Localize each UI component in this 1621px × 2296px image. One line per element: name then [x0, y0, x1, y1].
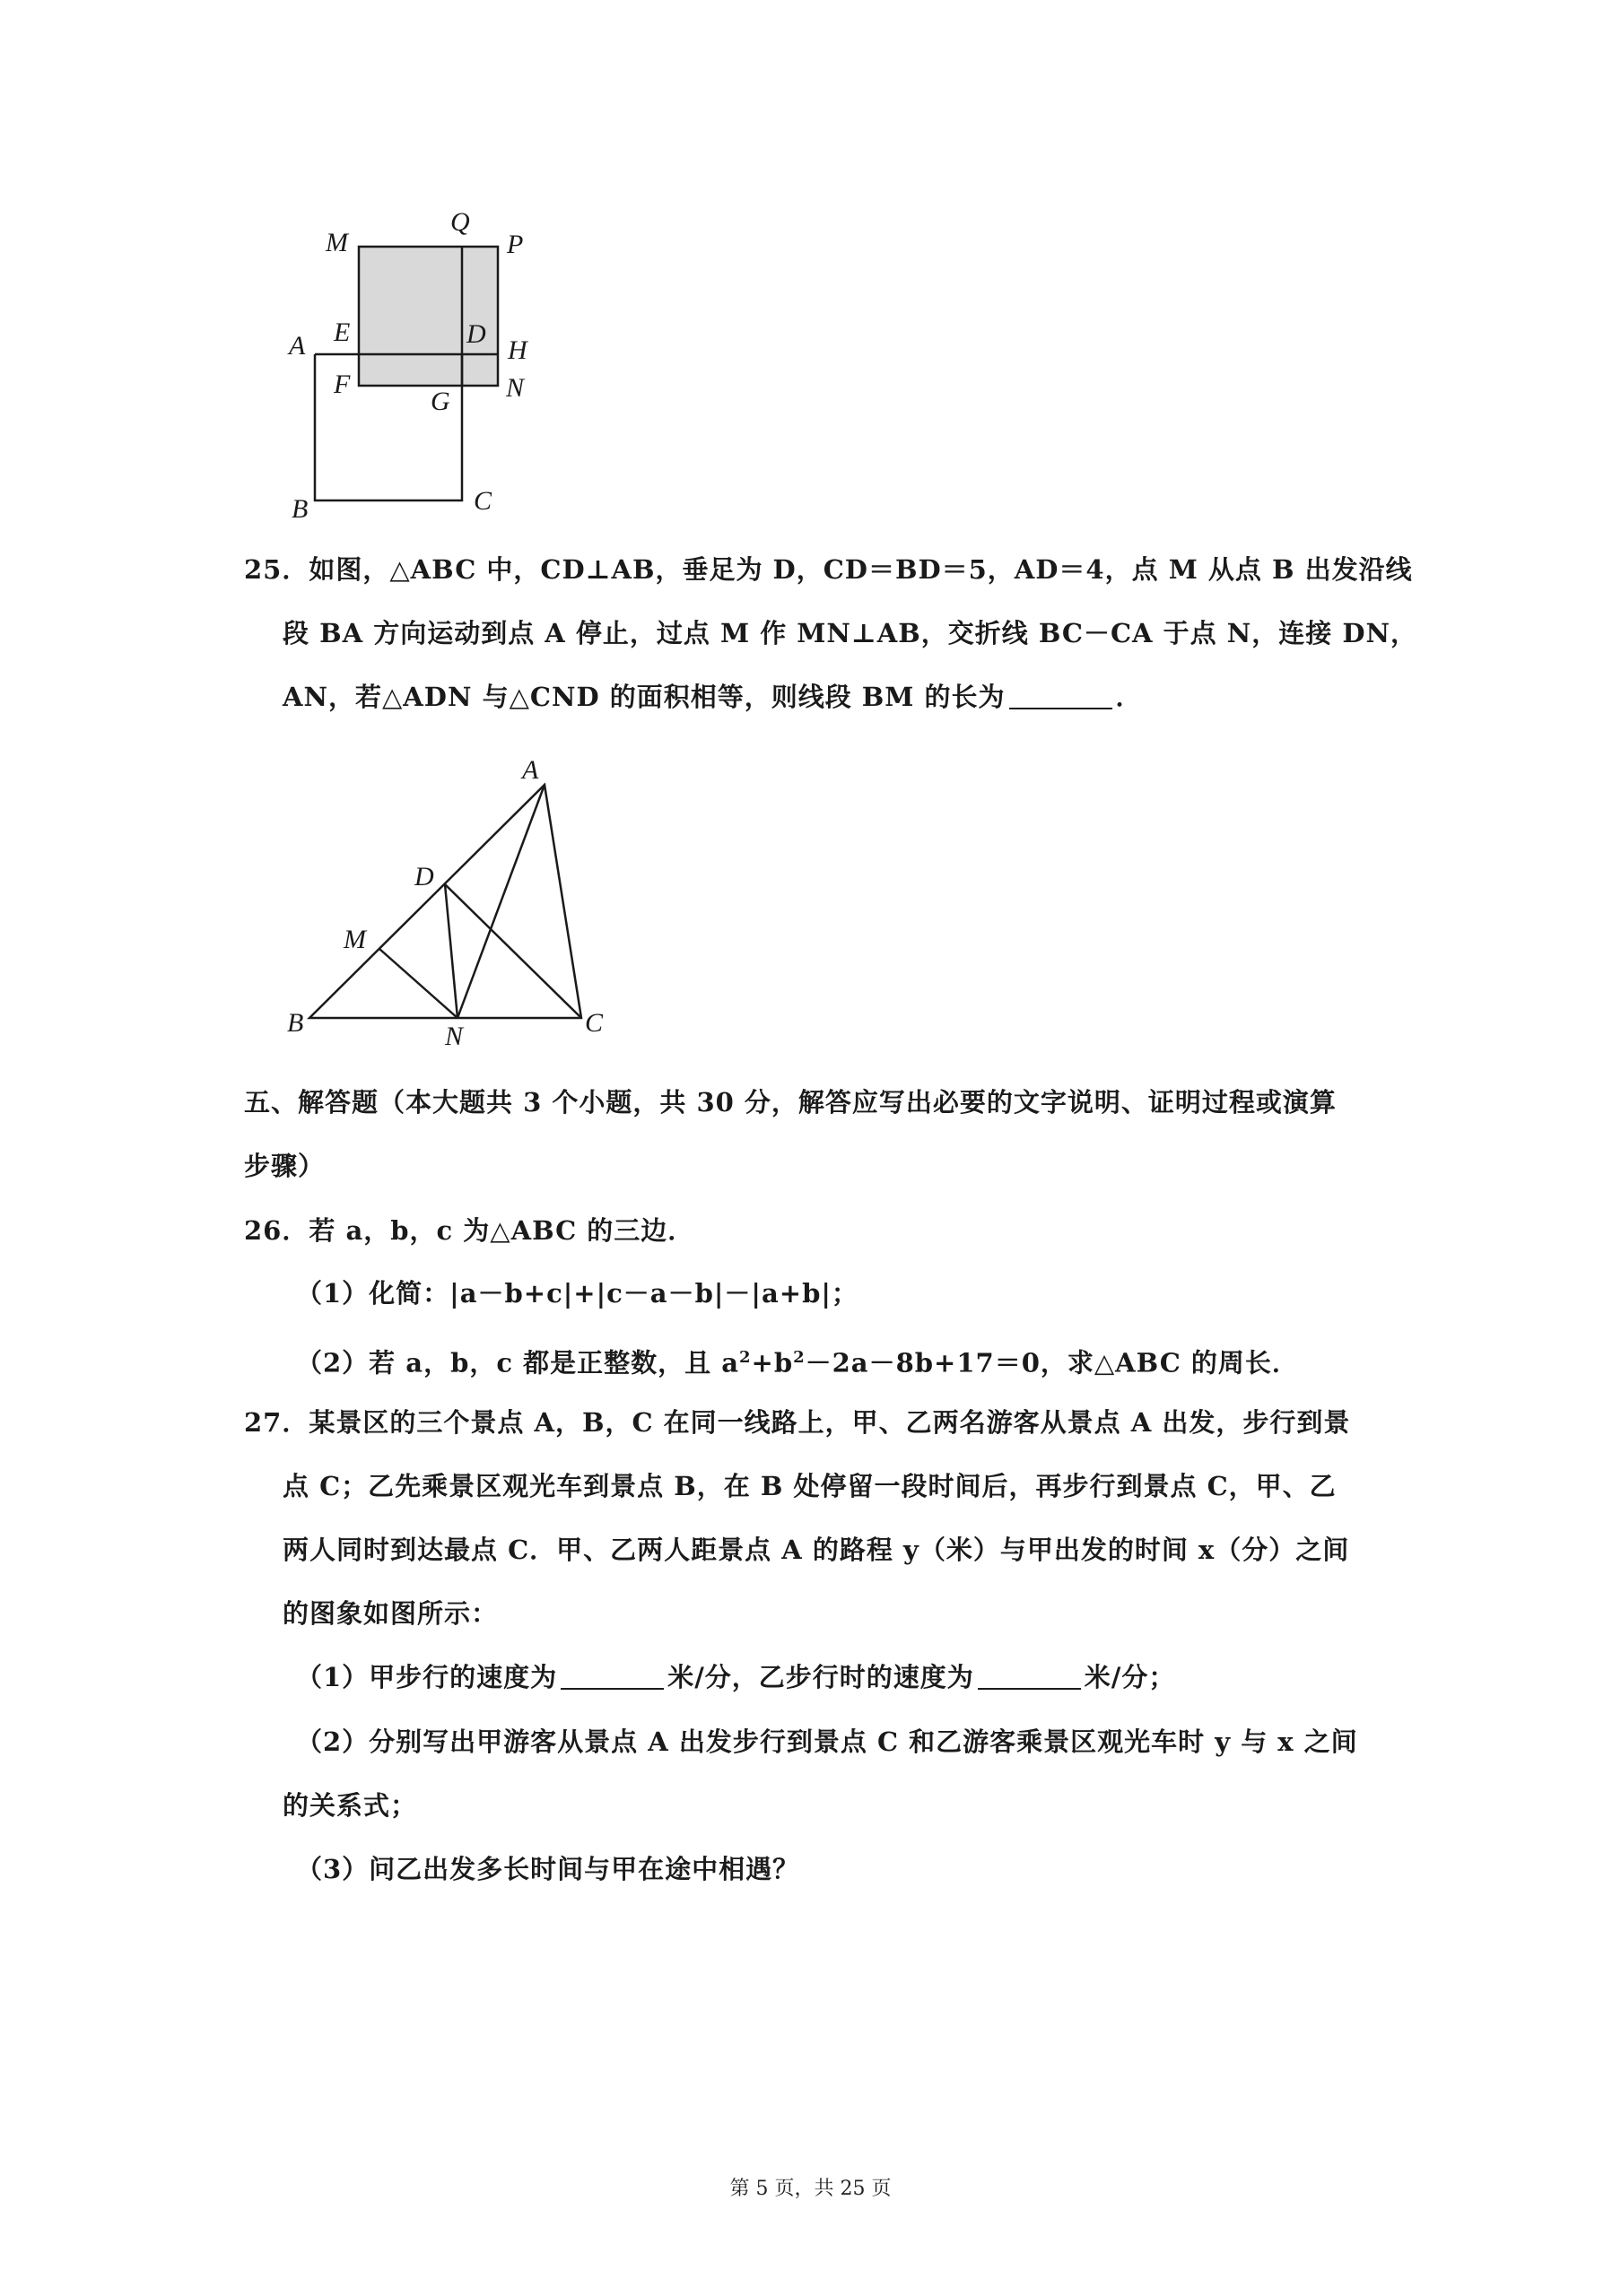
triangle-abc [309, 785, 581, 1018]
square-mnpq [359, 247, 498, 386]
q25-line1: 25．如图，△ABC 中，CD⊥AB，垂足为 D，CD＝BD＝5，AD＝4，点 M 从点 B 出发沿线 [244, 554, 1413, 585]
figure-squares [278, 202, 565, 537]
answer-blank-speed-jia[interactable] [561, 1663, 664, 1690]
q27-part1-a: （1）甲步行的速度为 [296, 1662, 558, 1692]
q26-part2-c: －2a－8b+17＝0，求△ABC 的周长． [805, 1347, 1299, 1378]
label-N: N [445, 1022, 464, 1051]
q26-part1: （1）化简：|a－b+c|+|c－a－b|－|a+b|； [296, 1278, 858, 1309]
q27-part3: （3）问乙出发多长时间与甲在途中相遇？ [296, 1854, 800, 1884]
label-H: H [508, 335, 527, 365]
superscript: 2 [793, 1348, 806, 1367]
figure-triangle [278, 749, 619, 1057]
label-M: M [326, 228, 348, 257]
answer-blank-speed-yi[interactable] [978, 1663, 1081, 1690]
q25-line3-end: ． [1115, 682, 1143, 712]
label-E: E [334, 317, 351, 347]
label-A: A [289, 331, 306, 361]
label-C: C [585, 1008, 604, 1038]
answer-blank[interactable] [1009, 683, 1112, 709]
q27-part2-line1: （2）分别写出甲游客从景点 A 出发步行到景点 C 和乙游客乘景区观光车时 y 与 x 之间 [296, 1726, 1358, 1757]
label-D: D [414, 862, 434, 891]
label-A: A [522, 755, 539, 785]
q27-line2: 点 C；乙先乘景区观光车到景点 B，在 B 处停留一段时间后，再步行到景点 C，甲、乙 [283, 1471, 1337, 1501]
label-N: N [506, 373, 525, 403]
q25-line3-text: AN，若△ADN 与△CND 的面积相等，则线段 BM 的长为 [283, 682, 1006, 712]
label-D: D [466, 319, 486, 349]
q27-part1 [296, 1659, 1175, 1695]
section5-line2: 步骤） [244, 1151, 326, 1181]
label-M: M [344, 925, 366, 954]
q27-line1: 27．某景区的三个景点 A，B，C 在同一线路上，甲、乙两名游客从景点 A 出发，步行到景 [244, 1407, 1351, 1438]
q27-line4: 的图象如图所示： [283, 1598, 499, 1629]
label-G: G [431, 387, 450, 416]
label-B: B [292, 494, 309, 524]
q27-part2-line2: 的关系式； [283, 1790, 418, 1821]
superscript: 2 [738, 1348, 752, 1367]
label-F: F [334, 370, 351, 399]
q26-part2-b: +b [751, 1347, 794, 1378]
q27-part1-c: 米/分； [1084, 1662, 1176, 1692]
q26-part2-a: （2）若 a，b，c 都是正整数，且 a [296, 1347, 739, 1378]
section5-line1: 五、解答题（本大题共 3 个小题，共 30 分，解答应写出必要的文字说明、证明过程或演算 [244, 1087, 1337, 1118]
label-C: C [474, 486, 492, 516]
q25-line3 [283, 679, 1143, 715]
label-P: P [507, 230, 524, 259]
q25-line2: 段 BA 方向运动到点 A 停止，过点 M 作 MN⊥AB，交折线 BC－CA 于点 N，连接 DN， [283, 618, 1418, 648]
q26-stem: 26．若 a，b，c 为△ABC 的三边． [244, 1215, 695, 1246]
label-Q: Q [450, 207, 470, 237]
q27-line3: 两人同时到达最点 C．甲、乙两人距景点 A 的路程 y（米）与甲出发的时间 x（分）之间 [283, 1535, 1350, 1565]
q26-part2 [296, 1340, 1299, 1381]
label-B: B [287, 1008, 304, 1038]
page-footer: 第 5 页，共 25 页 [729, 2178, 892, 2200]
q27-part1-b: 米/分，乙步行时的速度为 [667, 1662, 974, 1692]
